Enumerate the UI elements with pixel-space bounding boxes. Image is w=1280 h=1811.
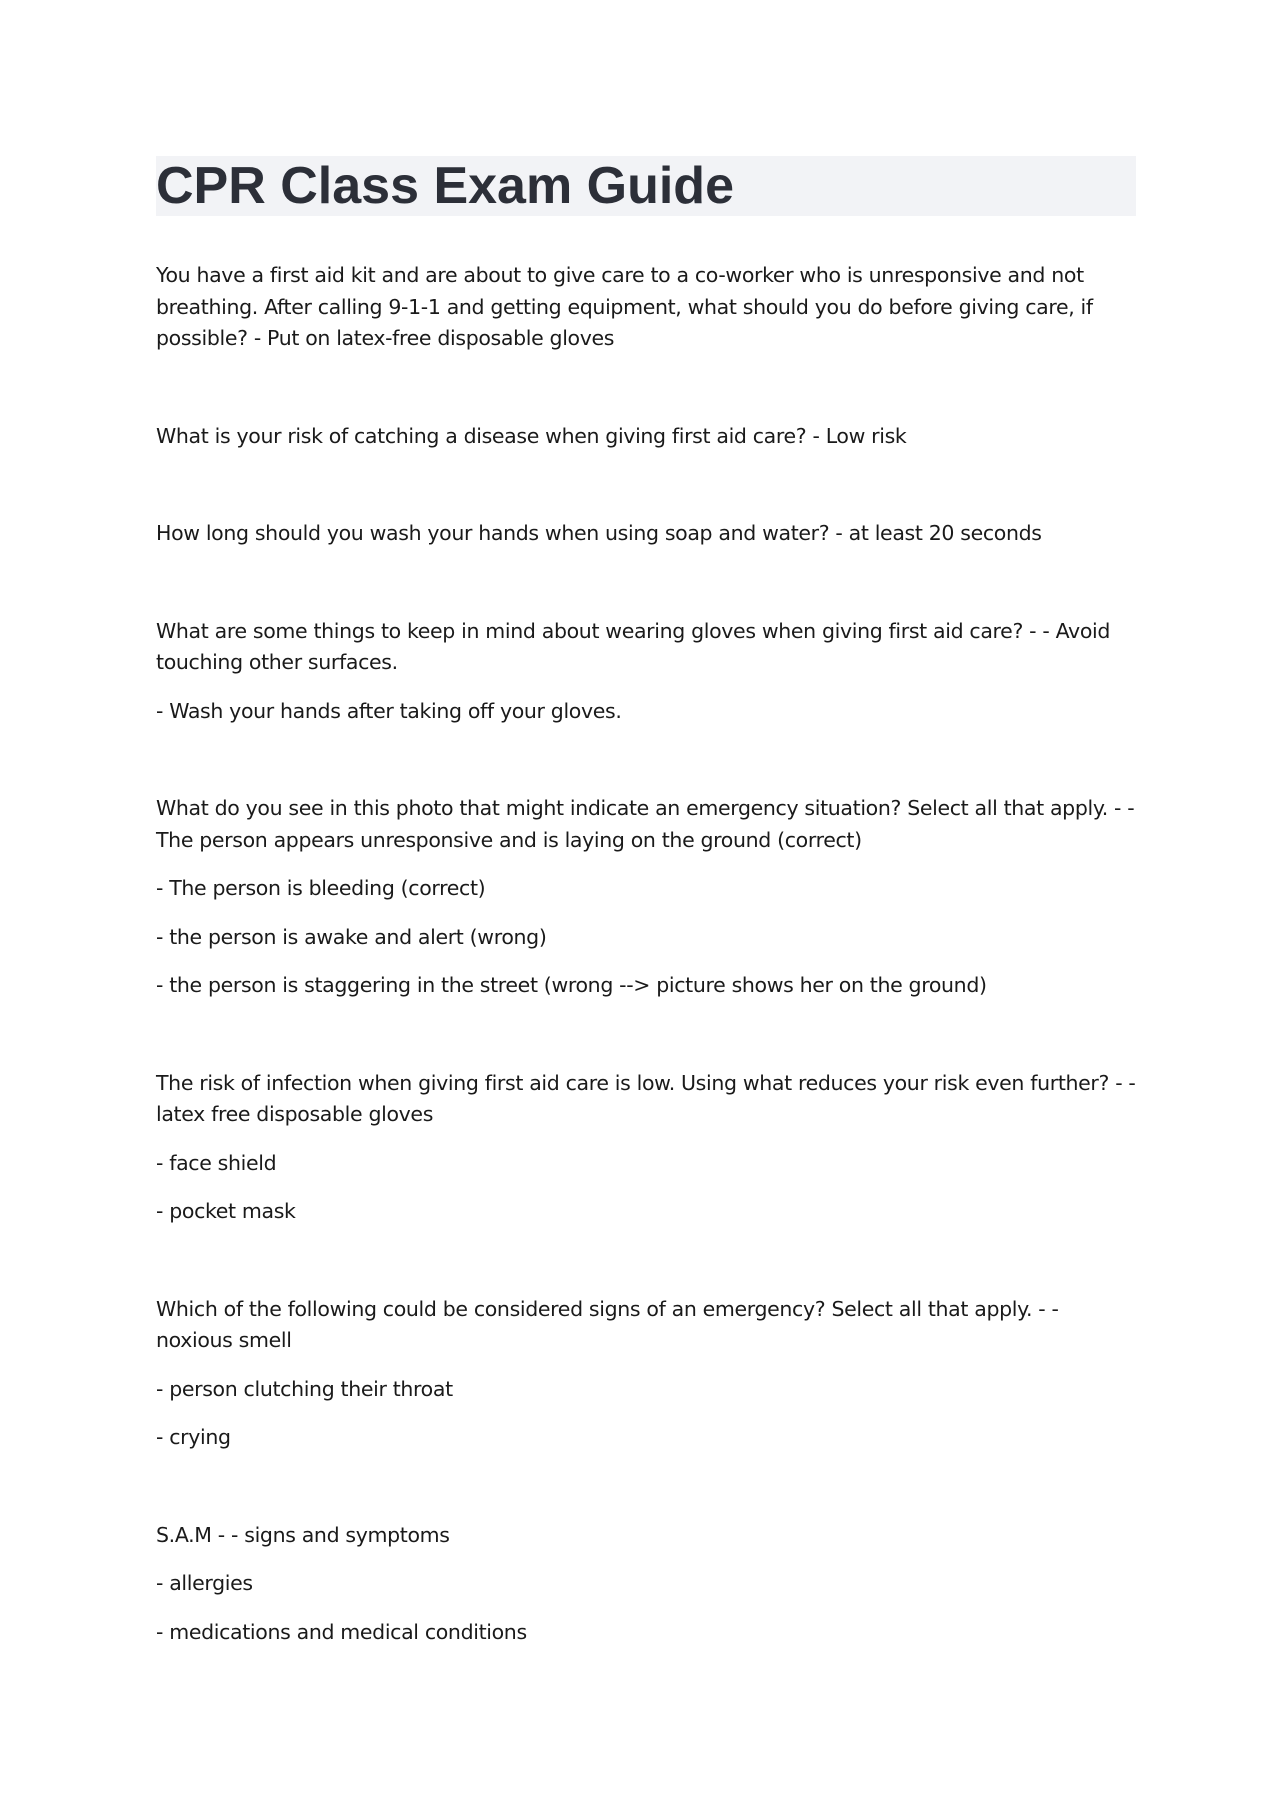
qa-block (156, 616, 1136, 728)
qa-answer-line: - Wash your hands after taking off your gloves. (156, 698, 622, 723)
title-bar (156, 156, 1136, 216)
qa-text: The risk of infection when giving first aid care is low. Using what reduces your risk even further? - - latex free disposable gloves (156, 1070, 1136, 1126)
qa-block (156, 1294, 1136, 1454)
page-title: CPR Class Exam Guide (156, 157, 734, 215)
qa-text: What do you see in this photo that might indicate an emergency situation? Select all that apply. - - The person appears unresponsive and is laying on the ground (correct) (156, 796, 1135, 852)
qa-answer-line: - person clutching their throat (156, 1376, 453, 1401)
qa-block (156, 1068, 1136, 1228)
qa-answer-line: - the person is awake and alert (wrong) (156, 924, 547, 949)
qa-text: Which of the following could be considered signs of an emergency? Select all that apply. - - noxious smell (156, 1296, 1059, 1352)
qa-answer-line: - crying (156, 1425, 231, 1449)
qa-text: S.A.M - - signs and symptoms (156, 1522, 450, 1547)
qa-answer-line: - pocket mask (156, 1199, 296, 1223)
qa-block (156, 518, 1136, 550)
qa-text: What are some things to keep in mind about wearing gloves when giving first aid care? - - Avoid touching other surfaces. (156, 618, 1111, 674)
document-page (156, 156, 1136, 1648)
qa-answer-line: - medications and medical conditions (156, 1619, 527, 1644)
qa-list (156, 260, 1136, 1648)
qa-text: What is your risk of catching a disease when giving first aid care? - Low risk (156, 423, 907, 448)
qa-answer-line: - The person is bleeding (correct) (156, 876, 486, 900)
qa-text: You have a first aid kit and are about to give care to a co-worker who is unresponsive and not breathing. After calling 9-1-1 and getting equipment, what should you do before giving care, if possible? - Put on latex-free disposable gloves (156, 263, 1093, 350)
qa-block (156, 1520, 1136, 1649)
qa-block (156, 260, 1136, 355)
qa-answer-line: - face shield (156, 1150, 277, 1175)
qa-answer-line: - allergies (156, 1571, 253, 1595)
qa-text: How long should you wash your hands when using soap and water? - at least 20 seconds (156, 521, 1042, 545)
qa-answer-line: - the person is staggering in the street (wrong --> picture shows her on the ground) (156, 973, 987, 997)
qa-block (156, 421, 1136, 453)
qa-block (156, 793, 1136, 1002)
